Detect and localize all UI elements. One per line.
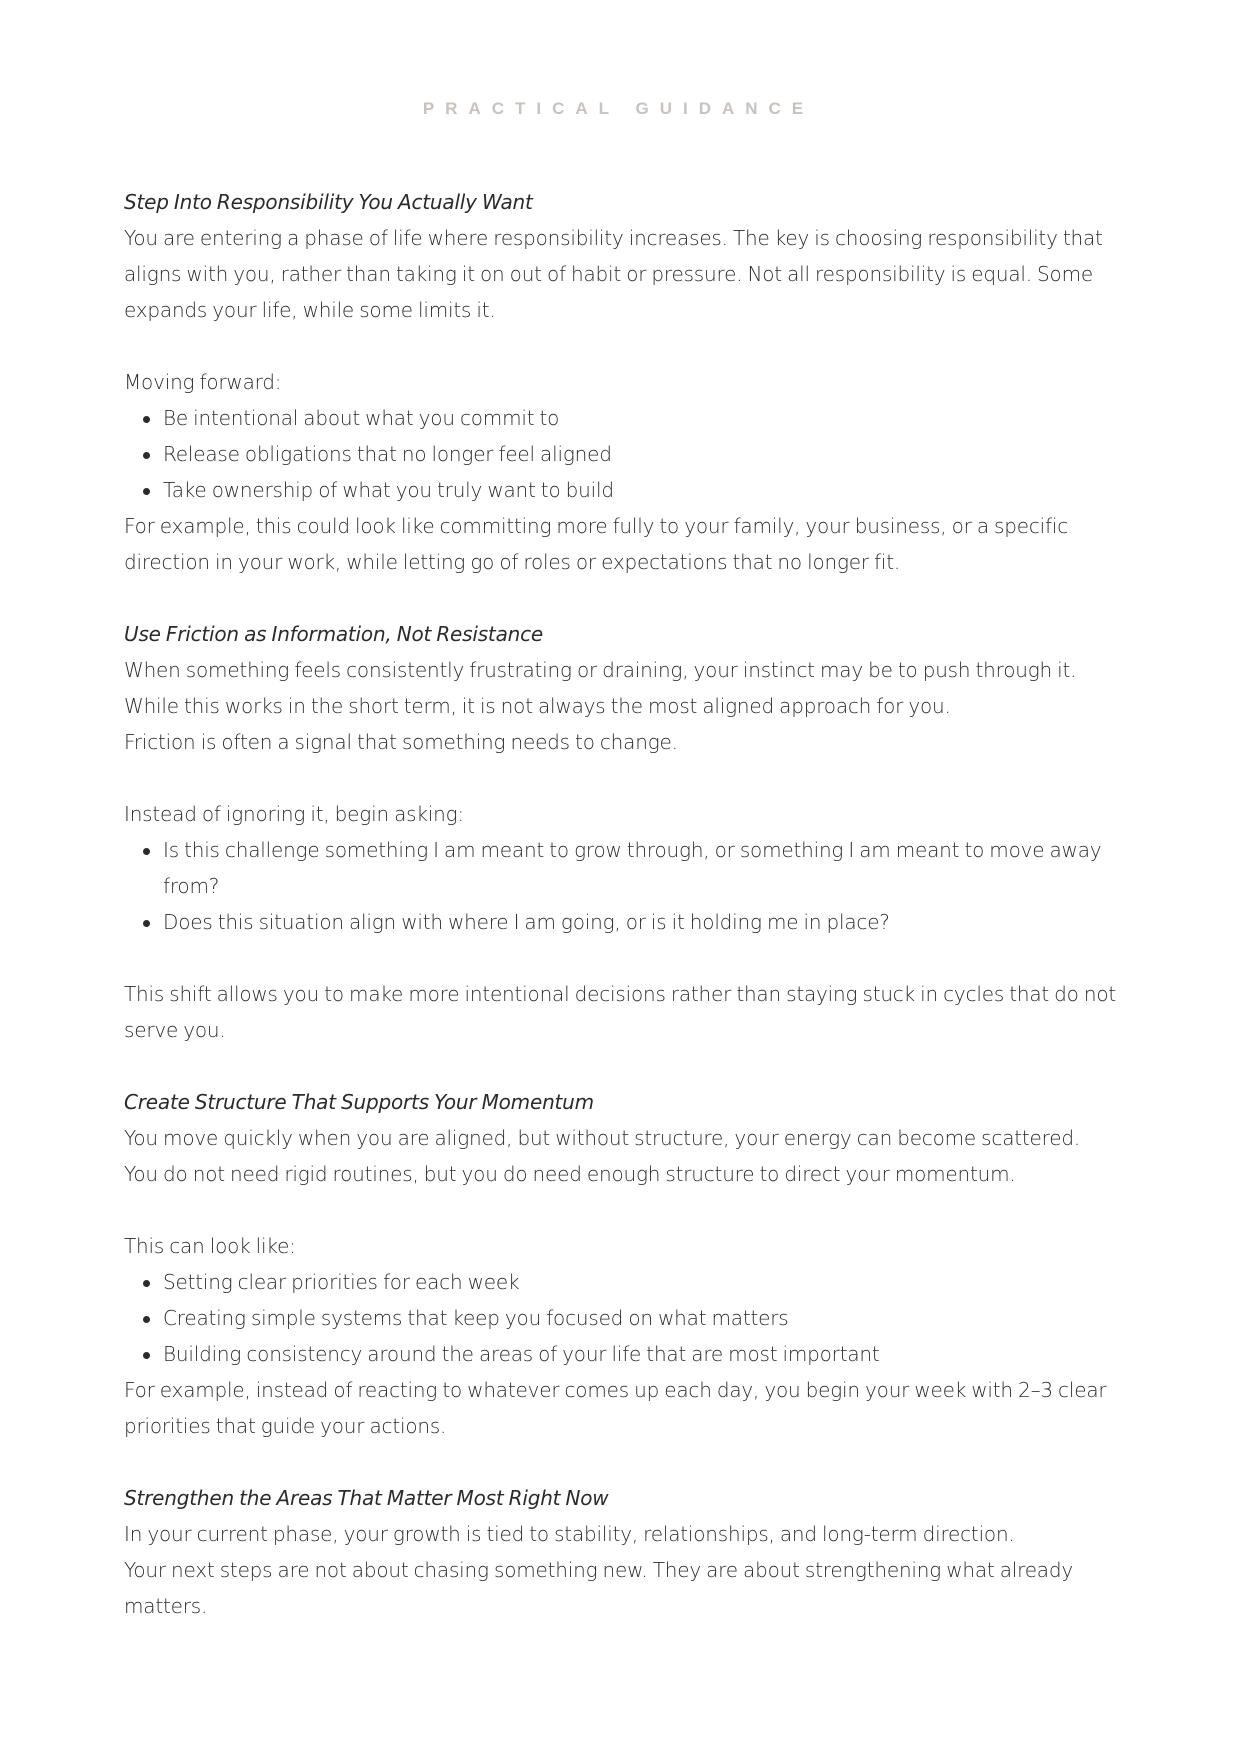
section-outro: For example, instead of reacting to whatever comes up each day, you begin your week with 2–3 clear priorities that guide your actions. — [124, 1378, 1107, 1438]
section-outro: This shift allows you to make more intentional decisions rather than staying stuck in cycles that do not serve you. — [124, 982, 1117, 1042]
section-intro-line: When something feels consistently frustrating or draining, your instinct may be to push through it. — [124, 658, 1077, 682]
section-intro-line: You do not need rigid routines, but you do need enough structure to direct your momentum. — [124, 1162, 1016, 1186]
list-lead: This can look like: — [124, 1234, 296, 1258]
list-item: Release obligations that no longer feel aligned — [163, 436, 1124, 472]
section-heading: Use Friction as Information, Not Resistance — [124, 622, 544, 646]
bullet-list — [124, 832, 1124, 940]
list-item: Building consistency around the areas of your life that are most important — [163, 1336, 1124, 1372]
list-item: Creating simple systems that keep you focused on what matters — [163, 1300, 1124, 1336]
list-item: Take ownership of what you truly want to build — [163, 472, 1124, 508]
section-heading: Strengthen the Areas That Matter Most Right Now — [124, 1486, 609, 1510]
list-lead: Instead of ignoring it, begin asking: — [124, 802, 464, 826]
section-intro-line: In your current phase, your growth is tied to stability, relationships, and long-term direction. — [124, 1522, 1015, 1546]
section-intro: You are entering a phase of life where responsibility increases. The key is choosing responsibility that aligns with you, rather than taking it on out of habit or pressure. Not all responsibility is equal. Some expands your life, while some limits it. — [124, 226, 1103, 322]
section-intro-line: Friction is often a signal that something needs to change. — [124, 730, 678, 754]
list-lead: Moving forward: — [124, 370, 282, 394]
section-heading: Create Structure That Supports Your Momentum — [124, 1090, 594, 1114]
section-friction — [124, 616, 1124, 1048]
list-item: Setting clear priorities for each week — [163, 1264, 1124, 1300]
page-content — [124, 184, 1124, 1660]
section-outro: For example, this could look like committing more fully to your family, your business, or a specific direction in your work, while letting go of roles or expectations that no longer fit. — [124, 514, 1069, 574]
page-header: PRACTICAL GUIDANCE — [422, 99, 815, 118]
section-intro-line: While this works in the short term, it is not always the most aligned approach for you. — [124, 694, 951, 718]
bullet-list — [124, 400, 1124, 508]
bullet-list — [124, 1264, 1124, 1372]
list-item: Is this challenge something I am meant to grow through, or something I am meant to move away from? — [163, 832, 1124, 904]
section-heading: Step Into Responsibility You Actually Want — [124, 190, 533, 214]
section-structure — [124, 1084, 1124, 1444]
list-item: Does this situation align with where I am going, or is it holding me in place? — [163, 904, 1124, 940]
section-responsibility — [124, 184, 1124, 580]
section-intro-line: Your next steps are not about chasing something new. They are about strengthening what already matters. — [124, 1558, 1073, 1618]
section-intro-line: You move quickly when you are aligned, but without structure, your energy can become scattered. — [124, 1126, 1080, 1150]
list-item: Be intentional about what you commit to — [163, 400, 1124, 436]
section-strengthen — [124, 1480, 1124, 1624]
